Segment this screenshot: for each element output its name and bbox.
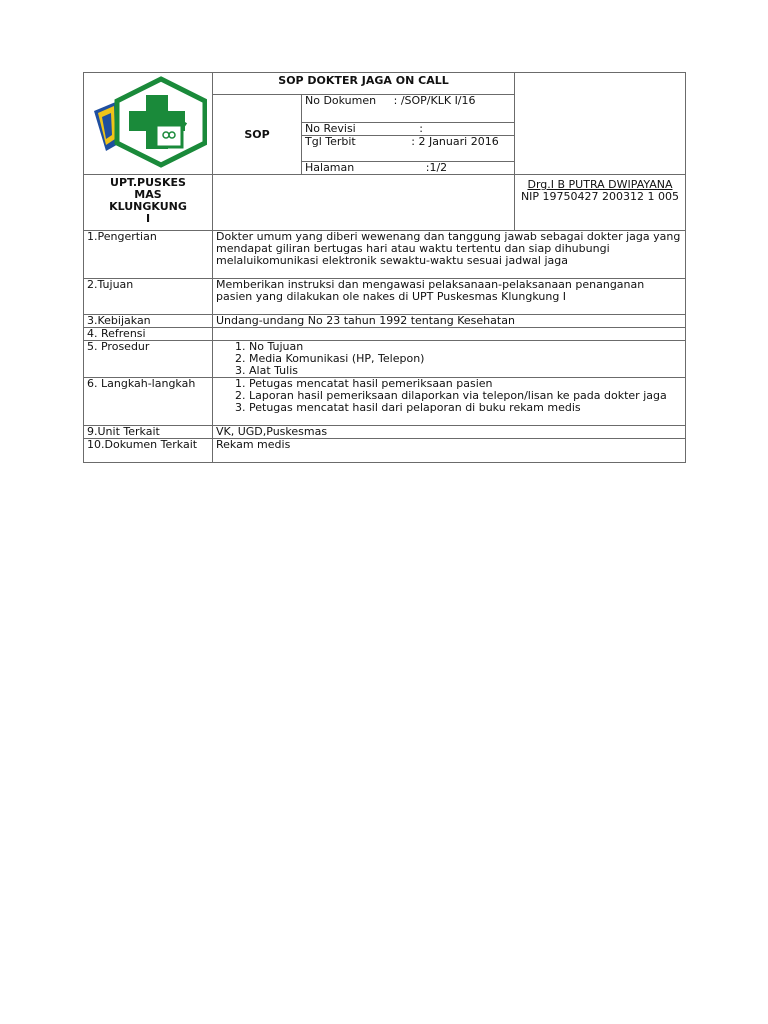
kebijakan-text: Undang-undang No 23 tahun 1992 tentang Kesehatan — [213, 315, 686, 328]
org-name-line: MAS — [134, 188, 162, 201]
pengertian-text: Dokter umum yang diberi wewenang dan tanggung jawab sebagai dokter jaga yang mendapat giliran bertugas hari atau waktu tertentu dan siap dihubungi melaluikomunikasi elektronik sewaktu-waktu sesuai jadwal jaga — [213, 231, 686, 279]
prosedur-list-cell — [213, 341, 686, 378]
list-item: 3. Alat Tulis — [249, 365, 682, 377]
langkah-list-cell — [213, 378, 686, 426]
no-dokumen-field — [302, 95, 515, 123]
no-revisi-label: No Revisi — [305, 122, 356, 135]
tgl-terbit-value: : 2 Januari 2016 — [411, 135, 499, 148]
org-name-line: UPT.PUSKES — [110, 176, 186, 189]
no-dokumen-label: No Dokumen — [305, 94, 377, 107]
kebijakan-label: 3.Kebijakan — [84, 315, 213, 328]
blank-center-cell — [213, 175, 515, 231]
list-item: 2. Laporan hasil pemeriksaan dilaporkan via telepon/lisan ke pada dokter jaga — [249, 390, 682, 402]
tujuan-label: 2.Tujuan — [84, 279, 213, 315]
sop-label: SOP — [213, 95, 302, 175]
halaman-value: :1/2 — [425, 161, 448, 174]
referensi-label: 4. Refrensi — [84, 328, 213, 341]
no-dokumen-value: : /SOP/KLK I/16 — [393, 94, 476, 107]
halaman-field — [302, 162, 515, 175]
no-revisi-value: : — [419, 122, 423, 135]
signature-area-top — [515, 73, 686, 175]
signatory-cell — [515, 175, 686, 231]
signatory-nip: NIP 19750427 200312 1 005 — [520, 190, 680, 203]
dokumen-terkait-label: 10.Dokumen Terkait — [84, 439, 213, 463]
unit-terkait-text: VK, UGD,Puskesmas — [213, 426, 686, 439]
list-item: 2. Media Komunikasi (HP, Telepon) — [249, 353, 682, 365]
langkah-list — [216, 378, 682, 414]
pengertian-label: 1.Pengertian — [84, 231, 213, 279]
langkah-label: 6. Langkah-langkah — [84, 378, 213, 426]
prosedur-label: 5. Prosedur — [84, 341, 213, 378]
tgl-terbit-field — [302, 136, 515, 162]
no-revisi-field — [302, 123, 515, 136]
puskesmas-logo — [84, 73, 207, 171]
org-name-line: I — [145, 212, 151, 225]
list-item: 1. Petugas mencatat hasil pemeriksaan pasien — [249, 378, 682, 390]
tujuan-text: Memberikan instruksi dan mengawasi pelaksanaan-pelaksanaan penanganan pasien yang dilakukan ole nakes di UPT Puskesmas Klungkung I — [213, 279, 686, 315]
list-item: 1. No Tujuan — [249, 341, 682, 353]
sop-table — [83, 72, 686, 463]
org-name-line: KLUNGKUNG — [109, 200, 187, 213]
logo-cell — [84, 73, 213, 175]
signatory-name: Drg.I B PUTRA DWIPAYANA — [527, 178, 673, 191]
organization-name — [84, 175, 213, 231]
tgl-terbit-label: Tgl Terbit — [305, 135, 356, 148]
prosedur-list — [216, 341, 682, 377]
halaman-label: Halaman — [305, 161, 355, 174]
dokumen-terkait-text: Rekam medis — [213, 439, 686, 463]
unit-terkait-label: 9.Unit Terkait — [84, 426, 213, 439]
sop-title: SOP DOKTER JAGA ON CALL — [213, 73, 515, 95]
list-item: 3. Petugas mencatat hasil dari pelaporan di buku rekam medis — [249, 402, 682, 414]
referensi-text — [213, 328, 686, 341]
